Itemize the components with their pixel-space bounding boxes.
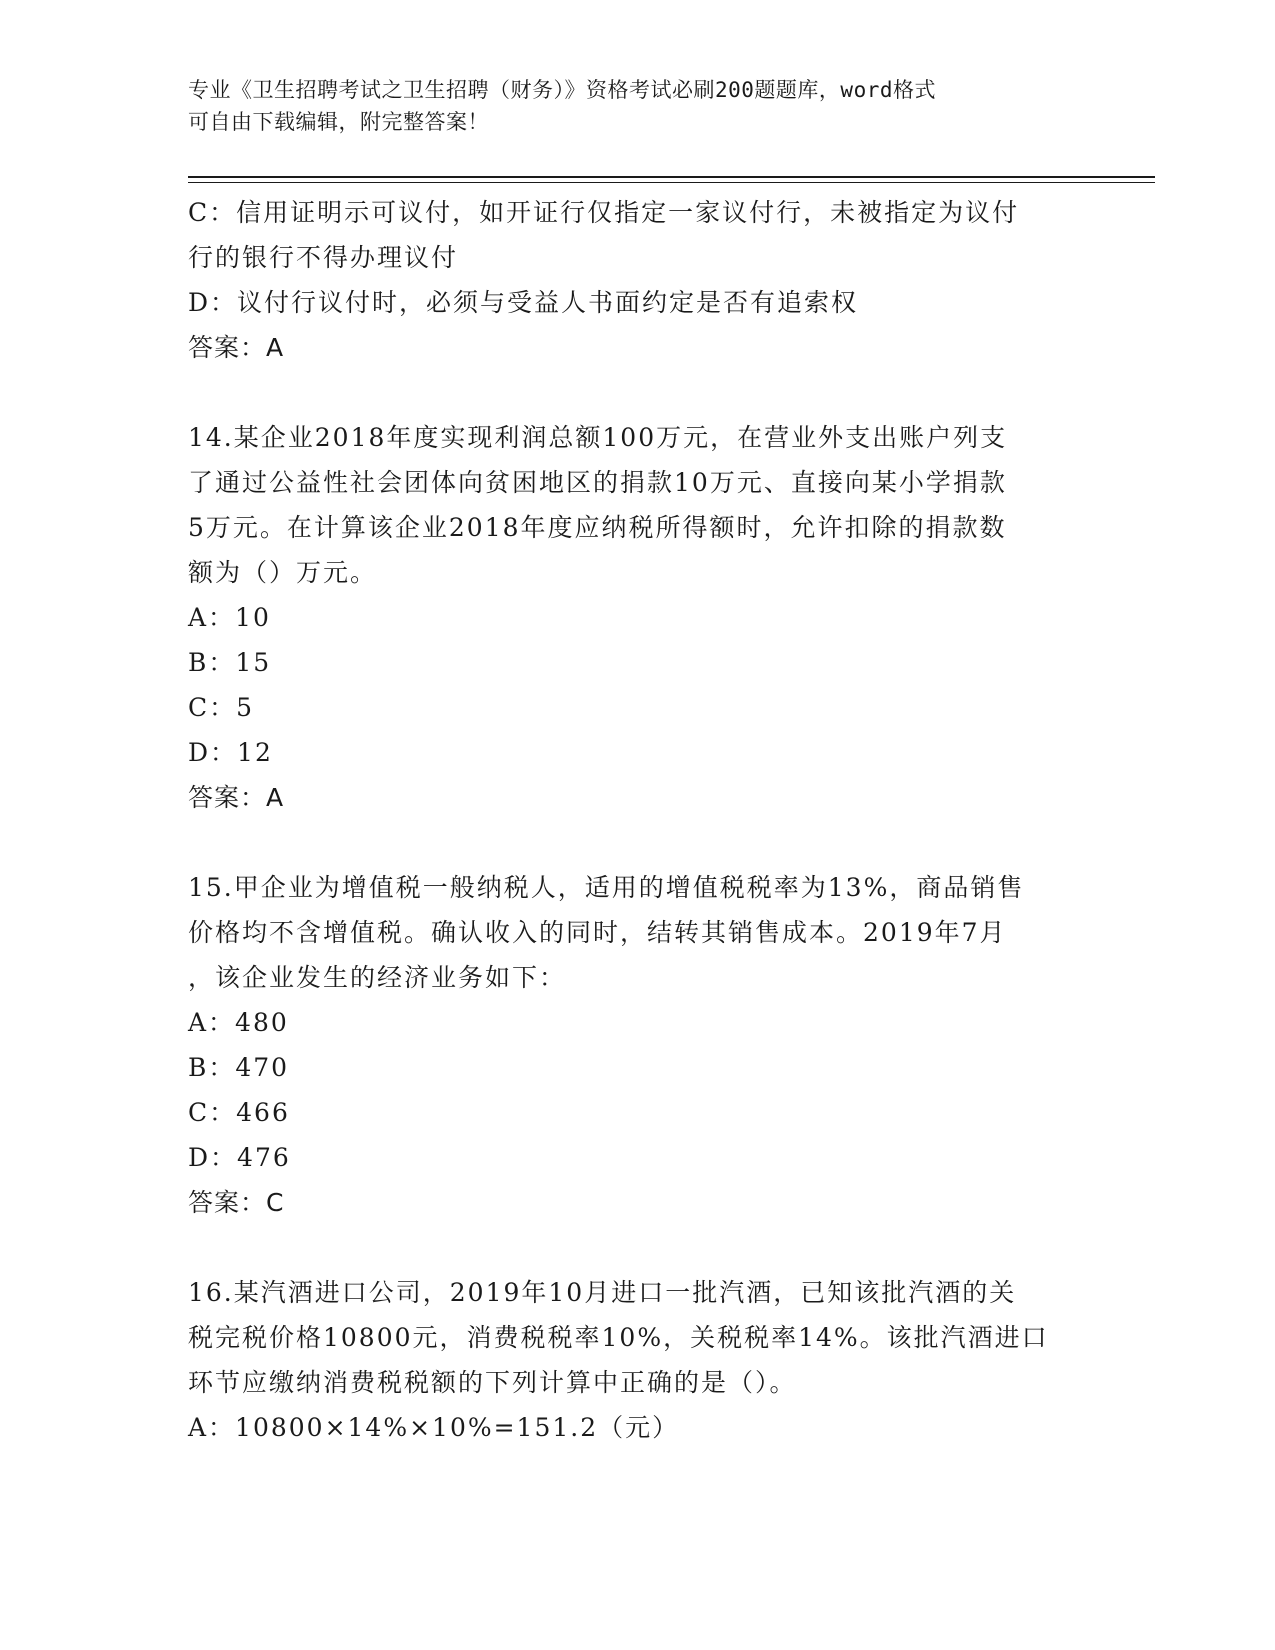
- question-14: [188, 415, 1068, 820]
- option-c: C：466: [188, 1098, 290, 1127]
- option-d: D：476: [188, 1143, 291, 1172]
- question-stem: 税完税价格10800元，消费税税率10%，关税税率14%。该批汽酒进口: [188, 1323, 1049, 1352]
- document-body: [188, 190, 1068, 1450]
- question-stem: 了通过公益性社会团体向贫困地区的捐款10万元、直接向某小学捐款: [188, 468, 1007, 497]
- option-b: B：470: [188, 1053, 290, 1082]
- answer: 答案：A: [188, 783, 285, 812]
- spacer: [188, 1225, 1068, 1270]
- header-divider-thick: [188, 176, 1155, 178]
- spacer: [188, 370, 1068, 415]
- answer: 答案：C: [188, 1188, 285, 1217]
- question-stem: 环节应缴纳消费税税额的下列计算中正确的是（）。: [188, 1368, 797, 1397]
- option-c: C：信用证明示可议付，如开证行仅指定一家议付行，未被指定为议付: [188, 198, 1020, 227]
- question-stem: 5万元。在计算该企业2018年度应纳税所得额时，允许扣除的捐款数: [188, 513, 1007, 542]
- question-stem: 16.某汽酒进口公司，2019年10月进口一批汽酒，已知该批汽酒的关: [188, 1278, 1017, 1307]
- spacer: [188, 820, 1068, 865]
- question-stem: 额为（）万元。: [188, 558, 378, 587]
- option-b: B：15: [188, 648, 272, 677]
- header-divider-thin: [188, 182, 1155, 183]
- answer: 答案：A: [188, 333, 285, 362]
- question-13-tail: [188, 190, 1068, 370]
- question-stem: ，该企业发生的经济业务如下：: [188, 963, 567, 992]
- option-c-continued: 行的银行不得办理议付: [188, 243, 459, 272]
- question-stem: 价格均不含增值税。确认收入的同时，结转其销售成本。2019年7月: [188, 918, 1007, 947]
- header-line: 专业《卫生招聘考试之卫生招聘（财务）》资格考试必刷200题题库，word格式: [188, 78, 936, 102]
- option-d: D：12: [188, 738, 273, 767]
- question-stem: 14.某企业2018年度实现利润总额100万元，在营业外支出账户列支: [188, 423, 1008, 452]
- option-a: A：10: [188, 603, 271, 632]
- question-15: [188, 865, 1068, 1225]
- option-d: D：议付行议付时，必须与受益人书面约定是否有追索权: [188, 288, 859, 317]
- document-header: [188, 74, 1068, 138]
- option-a: A：480: [188, 1008, 289, 1037]
- question-16: [188, 1270, 1068, 1450]
- option-c: C：5: [188, 693, 255, 722]
- question-stem: 15.甲企业为增值税一般纳税人，适用的增值税税率为13%，商品销售: [188, 873, 1025, 902]
- option-a: A：10800×14%×10%=151.2（元）: [188, 1413, 680, 1442]
- header-line: 可自由下载编辑，附完整答案！: [188, 110, 489, 134]
